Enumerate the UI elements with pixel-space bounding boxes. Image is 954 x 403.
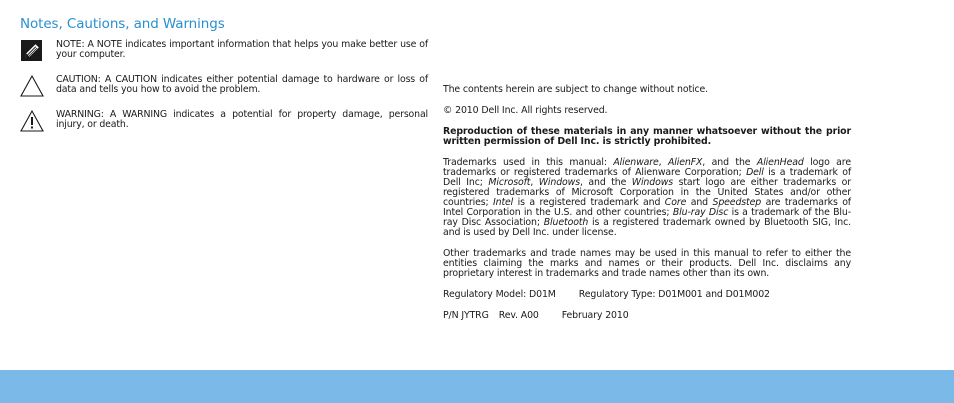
trademark-text: is a trademark of the Blu-ray Disc Association; — [443, 207, 851, 228]
trademark-name: Blu-ray Disc — [672, 207, 729, 218]
regulatory-type: Regulatory Type: D01M001 and D01M002 — [578, 289, 770, 300]
note-body: A NOTE indicates important information that helps you make better use of your computer. — [56, 39, 428, 60]
trademark-name: Core — [664, 197, 687, 208]
trademark-text: logo are trademarks or registered trademarks of Alienware Corporation; — [443, 157, 851, 178]
trademark-text: and — [686, 197, 713, 208]
trademark-name: Speedstep — [712, 197, 762, 208]
revision: Rev. A00 — [498, 310, 539, 321]
trademark-name: Windows — [631, 177, 674, 188]
warning-exclamation-icon — [20, 109, 44, 133]
trademark-name: AlienHead — [756, 157, 804, 168]
trademark-name: Alienware — [613, 157, 659, 168]
other-trademarks-paragraph: Other trademarks and trade names may be used in this manual to refer to either the entities claiming the marks and names or their products. Dell Inc. disclaims any proprietary interest in trademarks and trade names other than its own. — [443, 248, 851, 279]
trademark-name: Windows — [538, 177, 580, 188]
trademarks-paragraph — [443, 158, 851, 238]
regulatory-row — [443, 290, 851, 300]
footer-color-bar — [0, 370, 954, 403]
trademark-name: AlienFX — [667, 157, 703, 168]
note-pencil-icon — [20, 39, 44, 63]
trademark-text: , and the — [579, 177, 632, 188]
regulatory-model: Regulatory Model: D01M — [443, 289, 556, 300]
trademark-name: Microsoft — [488, 177, 531, 188]
part-number: P/N JYTRG — [443, 310, 489, 321]
copyright-line: © 2010 Dell Inc. All rights reserved. — [443, 105, 608, 116]
trademark-text: , and the — [702, 157, 757, 168]
trademark-text: , — [530, 177, 539, 188]
trademark-text: is a registered trademark and — [513, 197, 665, 208]
legal-notice-section — [443, 85, 851, 332]
warning-text: WARNING: A WARNING indicates a potential for property damage, personal injury, or death. — [56, 109, 428, 130]
note-lead: NOTE: — [56, 39, 85, 50]
trademark-text: is a trademark of Dell Inc; — [443, 167, 852, 188]
trademark-text: is a registered trademark owned by Bluetooth SIG, Inc. and is used by Dell Inc. under license. — [443, 217, 851, 238]
note-text — [56, 40, 428, 60]
trademark-text: are trademarks of Intel Corporation in the U.S. and other countries; — [443, 197, 851, 218]
warning-block — [20, 110, 428, 133]
trademark-name: Intel — [493, 197, 514, 208]
part-number-row — [443, 311, 851, 321]
note-block — [20, 40, 428, 63]
section-title: Notes, Cautions, and Warnings — [20, 16, 225, 32]
caution-block — [20, 75, 428, 98]
trademark-name: Bluetooth — [543, 217, 589, 228]
trademark-text: start logo are either trademarks or registered trademarks of Microsoft Corporation in the United States and/or other countries; — [443, 177, 851, 208]
change-notice: The contents herein are subject to change without notice. — [443, 84, 709, 95]
caution-text: CAUTION: A CAUTION indicates either potential damage to hardware or loss of data and tells you how to avoid the problem. — [56, 74, 428, 95]
publication-date: February 2010 — [561, 310, 629, 321]
notes-cautions-warnings-section — [20, 16, 428, 145]
reproduction-notice: Reproduction of these materials in any manner whatsoever without the prior written permission of Dell Inc. is strictly prohibited. — [443, 126, 851, 147]
trademark-text: , — [658, 157, 668, 168]
trademark-text: Trademarks used in this manual: — [443, 157, 614, 168]
caution-triangle-icon — [20, 74, 44, 98]
trademark-name: Dell — [746, 167, 764, 178]
